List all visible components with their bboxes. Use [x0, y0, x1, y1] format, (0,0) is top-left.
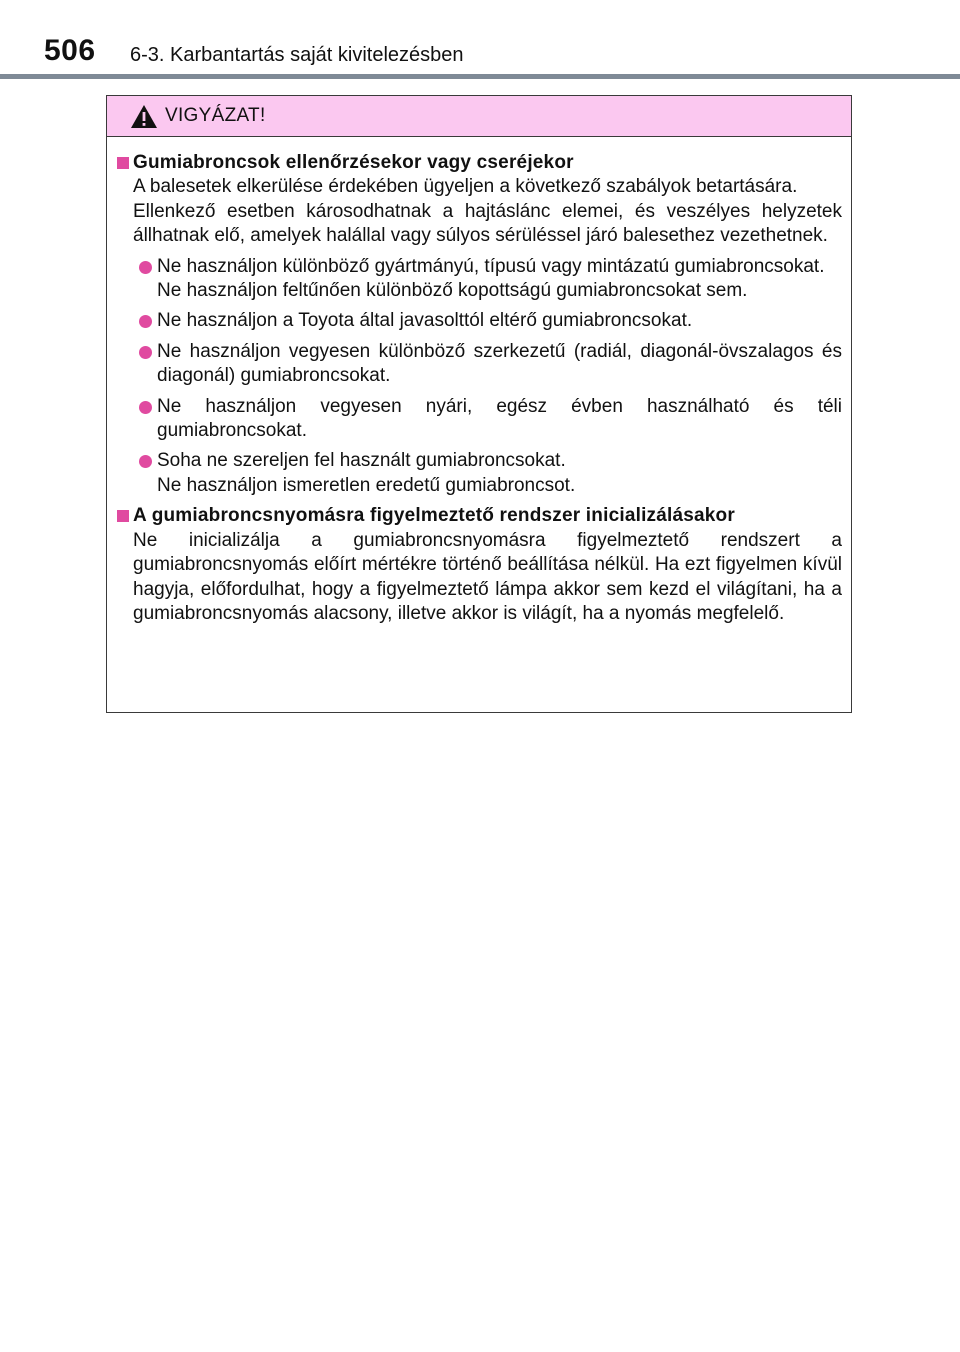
warning-box — [106, 95, 852, 713]
bullet-text: Ne használjon a Toyota által javasolttól eltérő gumiabroncsokat. — [157, 310, 693, 332]
header-rule — [0, 74, 960, 79]
bullet-text: Ne használjon feltűnően különböző kopottságú gumiabroncsokat sem. — [157, 280, 748, 302]
section-title: A gumiabroncsnyomásra figyelmeztető rendszer inicializálásakor — [133, 505, 735, 527]
section-paragraph: Ellenkező esetben károsodhatnak a hajtáslánc elemei, és veszélyes helyzetek állhatnak elő, amelyek halállal vagy súlyos sérüléssel járó balesethez vezethetnek. — [133, 200, 842, 247]
warning-title: VIGYÁZAT! — [165, 105, 266, 126]
warning-section — [117, 504, 842, 626]
bullet-text: Soha ne szereljen fel használt gumiabroncsokat. — [157, 450, 566, 472]
section-paragraph: A balesetek elkerülése érdekében ügyeljen a következő szabályok betartására. — [133, 176, 798, 198]
bullet-dot-icon — [139, 315, 152, 328]
bullet-dot-icon — [139, 261, 152, 274]
bullet-item — [133, 449, 842, 498]
bullet-item — [133, 255, 842, 304]
warning-body — [107, 137, 851, 626]
page-number: 506 — [44, 34, 96, 67]
bullet-text: Ne használjon különböző gyártmányú, típusú vagy mintázatú gumiabroncsokat. — [157, 255, 825, 277]
bullet-text: Ne használjon ismeretlen eredetű gumiabroncsot. — [157, 474, 576, 496]
chapter-title: 6-3. Karbantartás saját kivitelezésben — [130, 44, 464, 66]
bullet-item — [133, 395, 842, 444]
section-marker-icon — [117, 510, 129, 522]
page-header — [0, 0, 960, 82]
bullet-text: Ne használjon vegyesen különböző szerkezetű (radiál, diagonál-övszalagos és diagonál) gumiabroncsokat. — [157, 340, 842, 387]
warning-section — [117, 151, 842, 498]
warning-triangle-icon — [130, 104, 158, 129]
section-paragraph: Ne inicializálja a gumiabroncsnyomásra figyelmeztető rendszert a gumiabroncsnyomás előírt mértékre történő beállítása nélkül. Ha ezt figyelmen kívül hagyja, előfordulhat, hogy a figyelmeztető lámpa akkor sem kezd el világítani, ha a gumiabroncsnyomás alacsony, illetve akkor is világít, ha a nyomás megfelelő. — [133, 529, 842, 624]
section-title: Gumiabroncsok ellenőrzésekor vagy cseréjekor — [133, 152, 574, 173]
warning-header — [107, 96, 851, 137]
bullet-dot-icon — [139, 455, 152, 468]
bullet-dot-icon — [139, 401, 152, 414]
bullet-item — [133, 340, 842, 389]
section-marker-icon — [117, 157, 129, 169]
bullet-item — [133, 309, 842, 333]
bullet-text: Ne használjon vegyesen nyári, egész évben használható és téli gumiabroncsokat. — [157, 395, 842, 442]
bullet-dot-icon — [139, 346, 152, 359]
